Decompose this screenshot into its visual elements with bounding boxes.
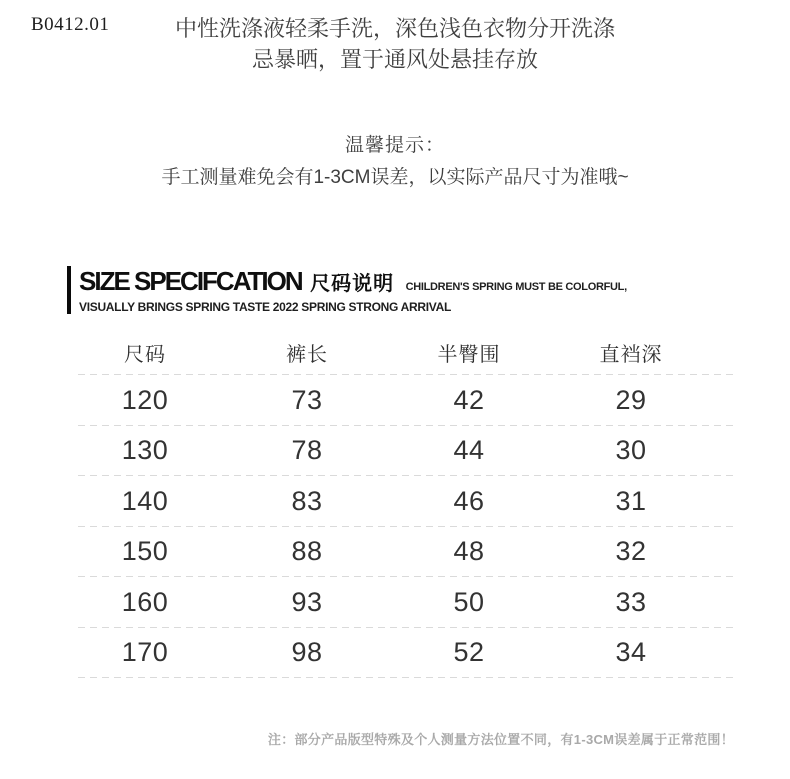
size-table-row <box>64 426 712 477</box>
size-table-row <box>64 476 712 527</box>
size-table-cell: 48 <box>453 536 485 567</box>
size-table-cell: 150 <box>121 536 169 567</box>
size-table-cell: 73 <box>291 384 323 415</box>
size-table-body <box>64 375 712 678</box>
size-table-header-cell: 半臀围 <box>437 344 501 366</box>
size-table-cell: 140 <box>121 485 169 516</box>
footer-note: 注：部分产品版型特殊及个人测量方法位置不同，有1-3CM误差属于正常范围！ <box>267 732 734 747</box>
size-table-cell: 130 <box>121 435 169 466</box>
size-table-header-row <box>64 330 712 375</box>
size-table-cell: 31 <box>615 485 647 516</box>
size-table-cell: 98 <box>291 637 323 668</box>
size-table <box>64 330 712 678</box>
size-table-header-cell: 尺码 <box>124 344 166 366</box>
size-table-cell: 88 <box>291 536 323 567</box>
size-table-cell: 29 <box>615 384 647 415</box>
size-heading-en: SIZE SPECIFCATION <box>79 266 302 296</box>
size-heading-line <box>79 266 627 297</box>
size-table-cell: 93 <box>291 586 323 617</box>
size-table-header-cell: 直裆深 <box>599 344 663 366</box>
size-table-cell: 42 <box>453 384 485 415</box>
size-heading-tagline-2: VISUALLY BRINGS SPRING TASTE 2022 SPRING STRONG ARRIVAL <box>79 300 452 314</box>
size-table-cell: 78 <box>291 435 323 466</box>
product-code: B0412.01 <box>31 14 110 35</box>
size-table-row <box>64 577 712 628</box>
care-instructions <box>0 13 790 75</box>
size-heading-tagline-1: CHILDREN'S SPRING MUST BE COLORFUL, <box>405 281 627 293</box>
size-table-cell: 120 <box>121 384 169 415</box>
size-section-heading <box>67 266 627 314</box>
warm-tips-body: 手工测量难免会有1-3CM误差，以实际产品尺寸为准哦~ <box>161 167 629 188</box>
size-table-cell: 46 <box>453 485 485 516</box>
size-heading-zh: 尺码说明 <box>310 273 395 295</box>
size-table-cell: 44 <box>453 435 485 466</box>
warm-tips-title: 温馨提示： <box>344 135 445 156</box>
size-table-cell: 83 <box>291 485 323 516</box>
size-table-cell: 50 <box>453 586 485 617</box>
size-table-cell: 52 <box>453 637 485 668</box>
size-table-cell: 34 <box>615 637 647 668</box>
size-table-row <box>64 628 712 679</box>
size-table-cell: 32 <box>615 536 647 567</box>
size-table-cell: 170 <box>121 637 169 668</box>
care-instruction-line-1: 中性洗涤液轻柔手洗，深色浅色衣物分开洗涤 <box>174 16 615 41</box>
size-table-cell: 160 <box>121 586 169 617</box>
size-table-cell: 30 <box>615 435 647 466</box>
size-table-header-cell: 裤长 <box>286 344 328 366</box>
size-table-row <box>64 527 712 578</box>
care-instruction-line-2: 忌暴晒，置于通风处悬挂存放 <box>251 47 538 72</box>
size-table-row <box>64 375 712 426</box>
size-table-cell: 33 <box>615 586 647 617</box>
